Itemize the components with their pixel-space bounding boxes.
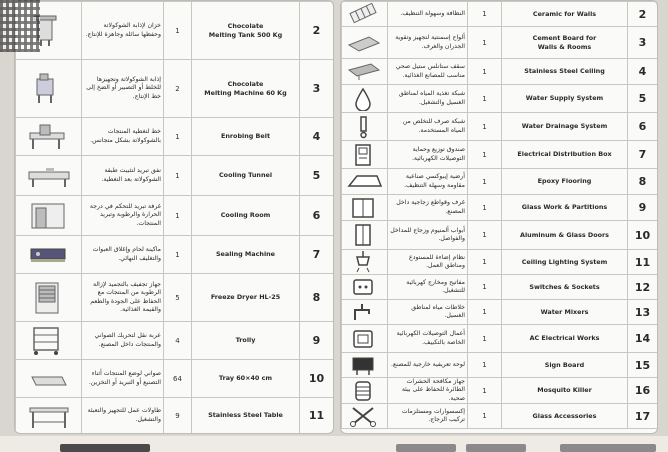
- item-qty: 1: [468, 378, 502, 404]
- item-qty: 5: [164, 274, 192, 322]
- electric-box-icon: [342, 141, 388, 169]
- item-ar: شبكة تغذية المياه لمناطق الغسيل والتشغيل.: [388, 85, 468, 113]
- item-qty: 1: [164, 196, 192, 236]
- table-row: [16, 118, 334, 156]
- sign-board-icon: [342, 353, 388, 378]
- item-ar: خط لتغطية المنتجات بالشوكولاتة بشكل متجانس.: [82, 118, 164, 156]
- item-ar: صواني لوضع المنتجات أثناء التصنيع أو التبريد أو التخزين.: [82, 360, 164, 398]
- item-ar: غرف وقواطع زجاجية داخل المصنع.: [388, 195, 468, 221]
- item-num: 9: [628, 195, 658, 221]
- table-row: [342, 85, 658, 113]
- item-ar: نظام إضاءة للمستودع ومناطق العمل.: [388, 250, 468, 275]
- item-qty: 1: [164, 118, 192, 156]
- item-ar: جهاز تجفيف بالتجميد لإزالة الرطوبة من المنتجات مع الحفاظ على الجودة والطعم والقيمة الغذائية.: [82, 274, 164, 322]
- table-row: [342, 353, 658, 378]
- item-ar: لوحة تعريفية خارجية للمصنع.: [388, 353, 468, 378]
- item-en: Electrical Distribution Box: [502, 141, 628, 169]
- item-num: 16: [628, 378, 658, 404]
- door-icon: [342, 221, 388, 250]
- freeze-dryer-icon: [16, 274, 82, 322]
- table-row: [342, 195, 658, 221]
- item-en: Water Mixers: [502, 300, 628, 325]
- table-row: [16, 274, 334, 322]
- item-qty: 1: [468, 353, 502, 378]
- item-num: 8: [300, 274, 334, 322]
- table-row: [342, 404, 658, 429]
- item-num: 6: [300, 196, 334, 236]
- item-qty: 1: [468, 141, 502, 169]
- mosquito-killer-icon: [342, 378, 388, 404]
- cooling-tunnel-icon: [16, 156, 82, 196]
- item-num: 17: [628, 404, 658, 429]
- item-num: 11: [300, 398, 334, 434]
- table-row: [16, 398, 334, 434]
- footer-bar: [466, 444, 526, 452]
- table-row: [342, 169, 658, 195]
- item-ar: غرفة تبريد للتحكم في درجة الحرارة والرطوبة وتبريد المنتجات.: [82, 196, 164, 236]
- table-row: [342, 59, 658, 85]
- cement-board-icon: [342, 27, 388, 59]
- table-row: [16, 156, 334, 196]
- steel-ceiling-icon: [342, 59, 388, 85]
- item-en: AC Electrical Works: [502, 325, 628, 353]
- item-num: 10: [300, 360, 334, 398]
- table-row: [342, 300, 658, 325]
- item-en: Water Drainage System: [502, 113, 628, 141]
- table-row: [342, 250, 658, 275]
- item-qty: 1: [468, 250, 502, 275]
- item-qty: 1: [468, 113, 502, 141]
- item-ar: إكسسوارات ومستلزمات تركيب الزجاج.: [388, 404, 468, 429]
- item-ar: صندوق توزيع وحماية التوصيلات الكهربائية.: [388, 141, 468, 169]
- footer-bar: [560, 444, 656, 452]
- melting-machine-icon: [16, 60, 82, 118]
- item-en: Cement Board for Walls & Rooms: [502, 27, 628, 59]
- item-ar: شبكة صرف للتخلص من المياه المستخدمة.: [388, 113, 468, 141]
- table-row: [342, 2, 658, 27]
- table-row: [342, 221, 658, 250]
- item-num: 3: [300, 60, 334, 118]
- glass-accessories-icon: [342, 404, 388, 429]
- table-row: [16, 60, 334, 118]
- item-qty: 64: [164, 360, 192, 398]
- item-en: Stainless Steel Ceiling: [502, 59, 628, 85]
- item-qty: 1: [468, 2, 502, 27]
- ceramic-icon: [342, 2, 388, 27]
- sealing-machine-icon: [16, 236, 82, 274]
- item-num: 14: [628, 325, 658, 353]
- table-row: [16, 322, 334, 360]
- item-ar: أبواب ألمنيوم وزجاج للمداخل والفواصل.: [388, 221, 468, 250]
- qr-code-icon: [0, 0, 40, 52]
- drain-pipe-icon: [342, 113, 388, 141]
- table-row: [342, 113, 658, 141]
- item-qty: 1: [468, 59, 502, 85]
- item-qty: 9: [164, 398, 192, 434]
- item-en: Switches & Sockets: [502, 275, 628, 300]
- ac-wiring-icon: [342, 325, 388, 353]
- item-en: Epoxy Flooring: [502, 169, 628, 195]
- item-en: Stainless Steel Table: [192, 398, 300, 434]
- item-en: Sealing Machine: [192, 236, 300, 274]
- item-ar: مفاتيح ومخارج كهربائية للتشغيل.: [388, 275, 468, 300]
- item-en: Sign Board: [502, 353, 628, 378]
- footer-bar: [60, 444, 150, 452]
- table-row: [342, 27, 658, 59]
- item-num: 3: [628, 27, 658, 59]
- fitout-table-panel: [340, 0, 658, 434]
- item-ar: سقف ستانلس ستيل صحي مناسب للمصانع الغذائية.: [388, 59, 468, 85]
- item-en: Enrobing Belt: [192, 118, 300, 156]
- item-num: 12: [628, 275, 658, 300]
- item-num: 5: [300, 156, 334, 196]
- ceiling-light-icon: [342, 250, 388, 275]
- item-qty: 1: [164, 156, 192, 196]
- fitout-table: [341, 1, 658, 429]
- item-en: Ceiling Lighting System: [502, 250, 628, 275]
- item-qty: 1: [468, 404, 502, 429]
- item-ar: ماكينة لحام وإغلاق العبوات والتغليف النهائي.: [82, 236, 164, 274]
- item-en: Chocolate Melting Tank 500 Kg: [192, 2, 300, 60]
- item-ar: أعمال التوصيلات الكهربائية الخاصة بالتكييف.: [388, 325, 468, 353]
- item-num: 13: [628, 300, 658, 325]
- item-qty: 1: [468, 275, 502, 300]
- item-num: 2: [628, 2, 658, 27]
- steel-table-icon: [16, 398, 82, 434]
- cooling-room-icon: [16, 196, 82, 236]
- item-num: 7: [300, 236, 334, 274]
- item-num: 11: [628, 250, 658, 275]
- item-num: 4: [628, 59, 658, 85]
- item-en: Freeze Dryer HL-25: [192, 274, 300, 322]
- item-en: Chocolate Melting Machine 60 Kg: [192, 60, 300, 118]
- table-row: [16, 360, 334, 398]
- item-en: Tray 60×40 cm: [192, 360, 300, 398]
- item-qty: 1: [468, 195, 502, 221]
- item-ar: إذابة الشوكولاتة وتجهيزها للخلط أو التصبير أو الضخ إلى خط الإنتاج.: [82, 60, 164, 118]
- item-en: Aluminum & Glass Doors: [502, 221, 628, 250]
- table-row: [16, 2, 334, 60]
- footer-bar: [396, 444, 456, 452]
- enrobing-belt-icon: [16, 118, 82, 156]
- item-qty: 1: [468, 325, 502, 353]
- item-en: Cooling Tunnel: [192, 156, 300, 196]
- table-row: [16, 236, 334, 274]
- item-en: Mosquito Killer: [502, 378, 628, 404]
- item-en: Glass Work & Partitions: [502, 195, 628, 221]
- item-en: Ceramic for Walls: [502, 2, 628, 27]
- table-row: [342, 275, 658, 300]
- item-ar: طاولات عمل للتجهيز والتعبئة والتشغيل.: [82, 398, 164, 434]
- item-en: Cooling Room: [192, 196, 300, 236]
- item-num: 9: [300, 322, 334, 360]
- item-qty: 1: [164, 2, 192, 60]
- glass-partition-icon: [342, 195, 388, 221]
- equipment-table-panel: [14, 0, 334, 434]
- item-num: 6: [628, 113, 658, 141]
- item-ar: ألواح إسمنتية لتجهيز وتقوية الجدران والغرف.: [388, 27, 468, 59]
- item-num: 2: [300, 2, 334, 60]
- table-row: [16, 196, 334, 236]
- item-num: 5: [628, 85, 658, 113]
- item-ar: أرضية إيبوكسي صناعية مقاومة وسهلة التنظيف.: [388, 169, 468, 195]
- item-ar: جهاز مكافحة الحشرات الطائرة للحفاظ على بيئة صحية.: [388, 378, 468, 404]
- item-en: Glass Accessories: [502, 404, 628, 429]
- socket-icon: [342, 275, 388, 300]
- item-ar: النظافة وسهولة التنظيف.: [388, 2, 468, 27]
- item-ar: نفق تبريد لتثبيت طبقة الشوكولاتة بعد التغطية.: [82, 156, 164, 196]
- equipment-table: [15, 1, 334, 434]
- item-qty: 1: [164, 236, 192, 274]
- item-qty: 4: [164, 322, 192, 360]
- table-row: [342, 141, 658, 169]
- item-ar: خلاطات مياه لمناطق الغسيل.: [388, 300, 468, 325]
- water-mixer-icon: [342, 300, 388, 325]
- table-row: [342, 325, 658, 353]
- item-ar: خزان لإذابة الشوكولاتة وحفظها سائلة وجاهزة للإنتاج.: [82, 2, 164, 60]
- item-num: 7: [628, 141, 658, 169]
- epoxy-floor-icon: [342, 169, 388, 195]
- item-qty: 1: [468, 85, 502, 113]
- item-num: 15: [628, 353, 658, 378]
- water-drop-icon: [342, 85, 388, 113]
- item-num: 10: [628, 221, 658, 250]
- trolly-icon: [16, 322, 82, 360]
- item-qty: 2: [164, 60, 192, 118]
- item-qty: 1: [468, 169, 502, 195]
- item-en: Water Supply System: [502, 85, 628, 113]
- item-ar: عربة نقل لتحريك الصواني والمنتجات داخل المصنع.: [82, 322, 164, 360]
- item-qty: 1: [468, 300, 502, 325]
- tray-icon: [16, 360, 82, 398]
- item-qty: 1: [468, 27, 502, 59]
- table-row: [342, 378, 658, 404]
- item-num: 4: [300, 118, 334, 156]
- item-qty: 1: [468, 221, 502, 250]
- item-en: Trolly: [192, 322, 300, 360]
- item-num: 8: [628, 169, 658, 195]
